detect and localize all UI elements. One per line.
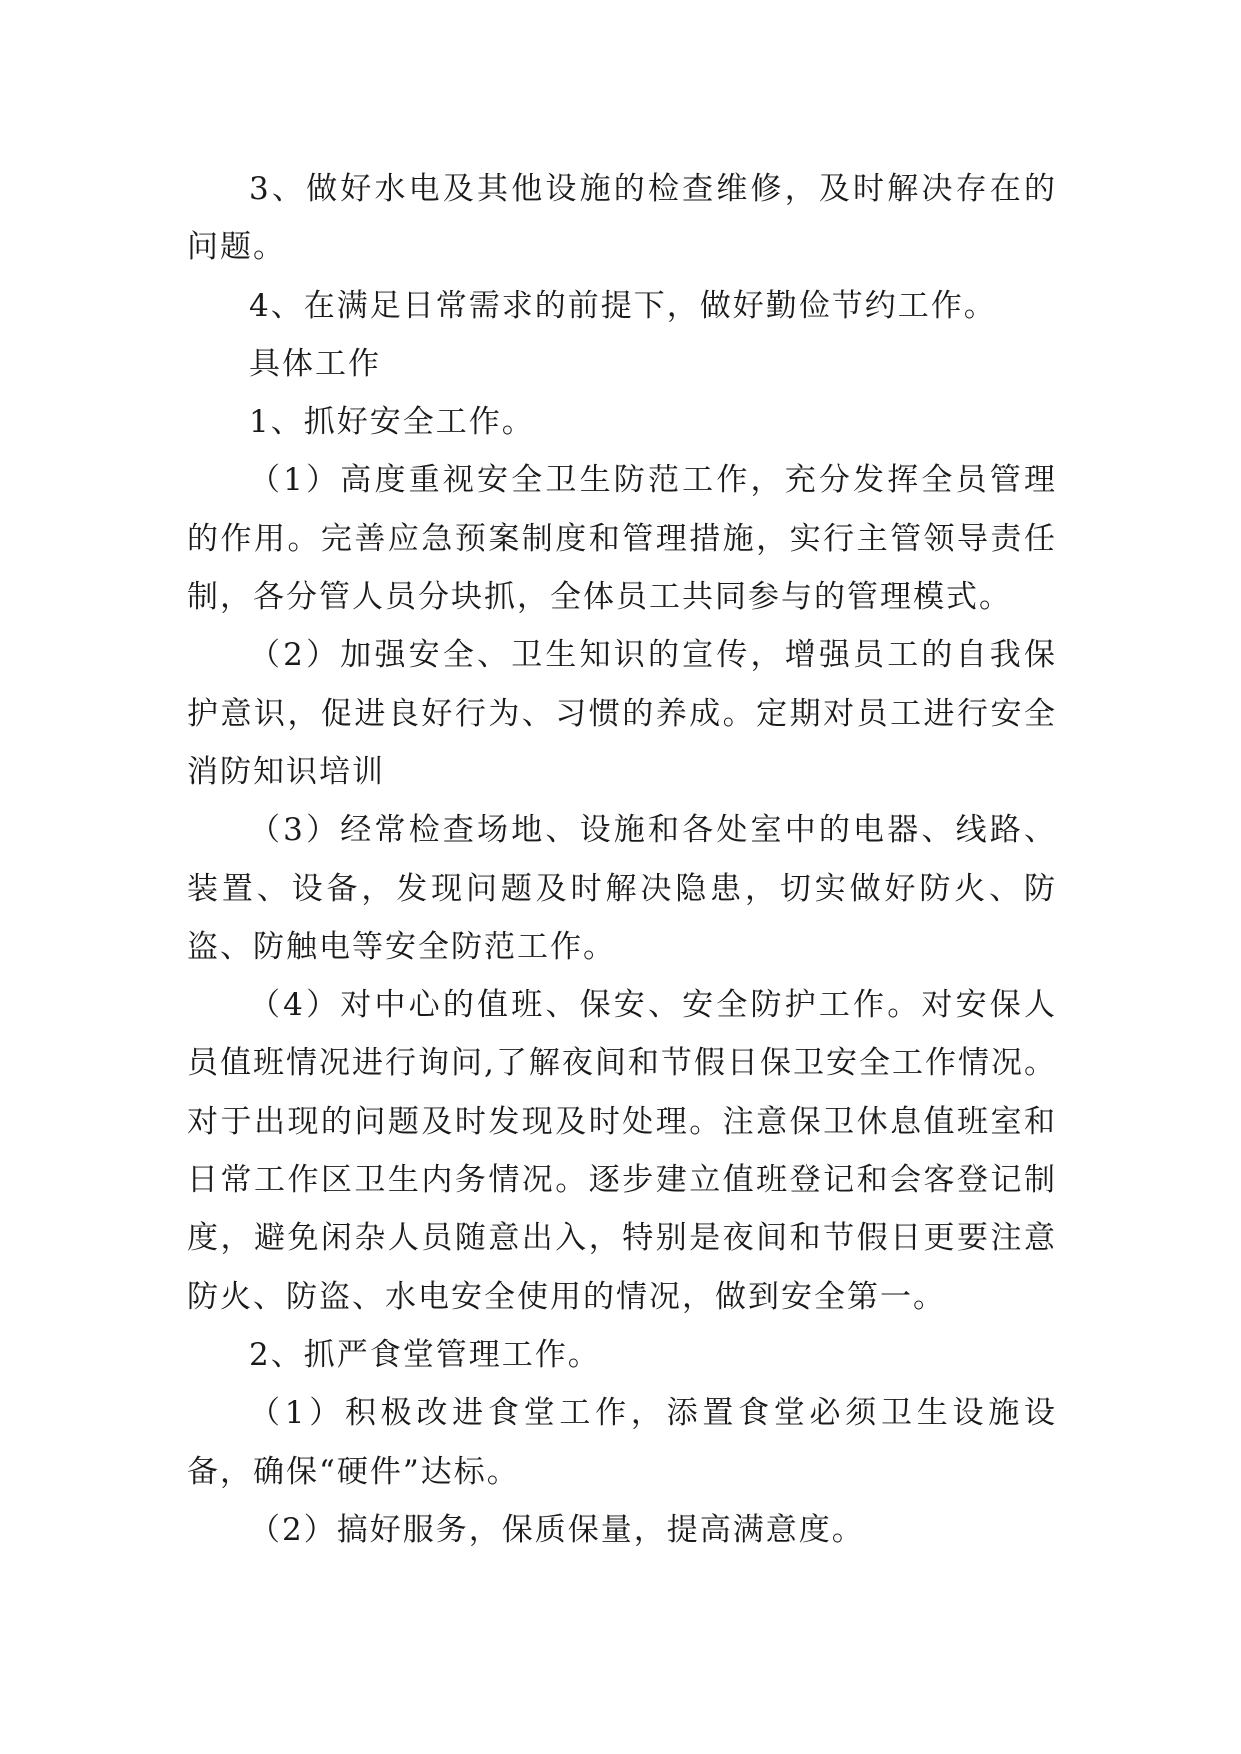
paragraph-safety-title: 1、抓好安全工作。 [249,404,535,441]
paragraph-canteen-1: （1）积极改进食堂工作，添置食堂必须卫生设施设备，确保“硬件”达标。 [187,1395,1057,1490]
paragraph-safety-2: （2）加强安全、卫生知识的宣传，增强员工的自我保护意识，促进良好行为、习惯的养成。定期对员工进行安全消防知识培训 [187,637,1057,790]
paragraph-safety-4: （4）对中心的值班、保安、安全防护工作。对安保人员值班情况进行询问,了解夜间和节假日保卫安全工作情况。对于出现的问题及时发现及时处理。注意保卫休息值班室和日常工作区卫生内务情况。逐步建立值班登记和会客登记制度，避免闲杂人员随意出入，特别是夜间和节假日更要注意防火、防盗、水电安全使用的情况，做到安全第一。 [187,987,1057,1315]
paragraph-canteen-2: （2）搞好服务，保质保量，提高满意度。 [249,1511,865,1548]
paragraph-item-4: 4、在满足日常需求的前提下，做好勤俭节约工作。 [249,287,997,324]
paragraph-canteen-title: 2、抓严食堂管理工作。 [249,1336,601,1373]
section-heading: 具体工作 [249,345,381,382]
paragraph-item-3: 3、做好水电及其他设施的检查维修，及时解决存在的问题。 [187,171,1057,266]
document-body [187,160,1057,1559]
paragraph-safety-1: （1）高度重视安全卫生防范工作，充分发挥全员管理的作用。完善应急预案制度和管理措施，实行主管领导责任制，各分管人员分块抓，全体员工共同参与的管理模式。 [187,462,1057,616]
paragraph-safety-3: （3）经常检查场地、设施和各处室中的电器、线路、装置、设备，发现问题及时解决隐患，切实做好防火、防盗、防触电等安全防范工作。 [187,812,1057,965]
